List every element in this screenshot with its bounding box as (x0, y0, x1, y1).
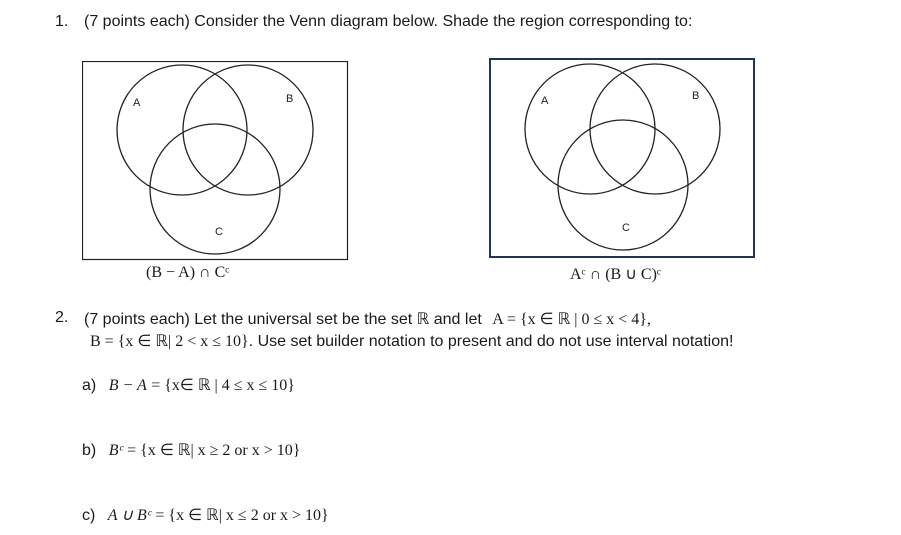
circle-a (117, 65, 247, 195)
part-b-label: b) (82, 442, 97, 459)
caption-left: (B − A) ∩ Cᶜ (146, 264, 230, 281)
part-c (82, 505, 329, 525)
circle-b (183, 65, 313, 195)
label-a: A (541, 95, 549, 107)
part-c-label: c) (82, 507, 96, 524)
q2-text (84, 309, 651, 329)
part-c-rhs: = {x ∈ ℝ| x ≤ 2 or x > 10} (155, 507, 329, 524)
q1-number: 1. (55, 13, 69, 30)
q1-text: (7 points each) Consider the Venn diagram below. Shade the region corresponding to: (84, 13, 693, 30)
label-b: B (286, 93, 294, 105)
q2-instruction: . Use set builder notation to present and do not use interval notation! (248, 333, 734, 350)
set-a-definition: A = {x ∈ ℝ | 0 ≤ x < 4}, (492, 311, 651, 328)
part-a-rhs: = {x∈ ℝ | 4 ≤ x ≤ 10} (151, 377, 295, 394)
q2-line2 (90, 331, 733, 351)
caption-right: Aᶜ ∩ (B ∪ C)ᶜ (570, 266, 662, 283)
q2-number: 2. (55, 309, 69, 326)
venn-diagram-right (489, 58, 756, 259)
venn-diagram-left (82, 61, 349, 262)
label-c: C (622, 222, 630, 234)
part-a-lhs: B − A (108, 377, 147, 394)
label-a: A (133, 97, 141, 109)
part-b-lhs: Bᶜ (108, 442, 123, 459)
set-b-definition: B = {x ∈ ℝ| 2 < x ≤ 10} (90, 333, 249, 350)
label-c: C (215, 226, 223, 238)
label-b: B (692, 90, 700, 102)
part-b-rhs: = {x ∈ ℝ| x ≥ 2 or x > 10} (127, 442, 301, 459)
part-b (82, 440, 300, 460)
q2-intro: (7 points each) Let the universal set be the set ℝ and let (84, 311, 482, 328)
part-a (82, 375, 295, 395)
part-c-lhs: A ∪ Bᶜ (107, 507, 151, 524)
part-a-label: a) (82, 377, 97, 394)
